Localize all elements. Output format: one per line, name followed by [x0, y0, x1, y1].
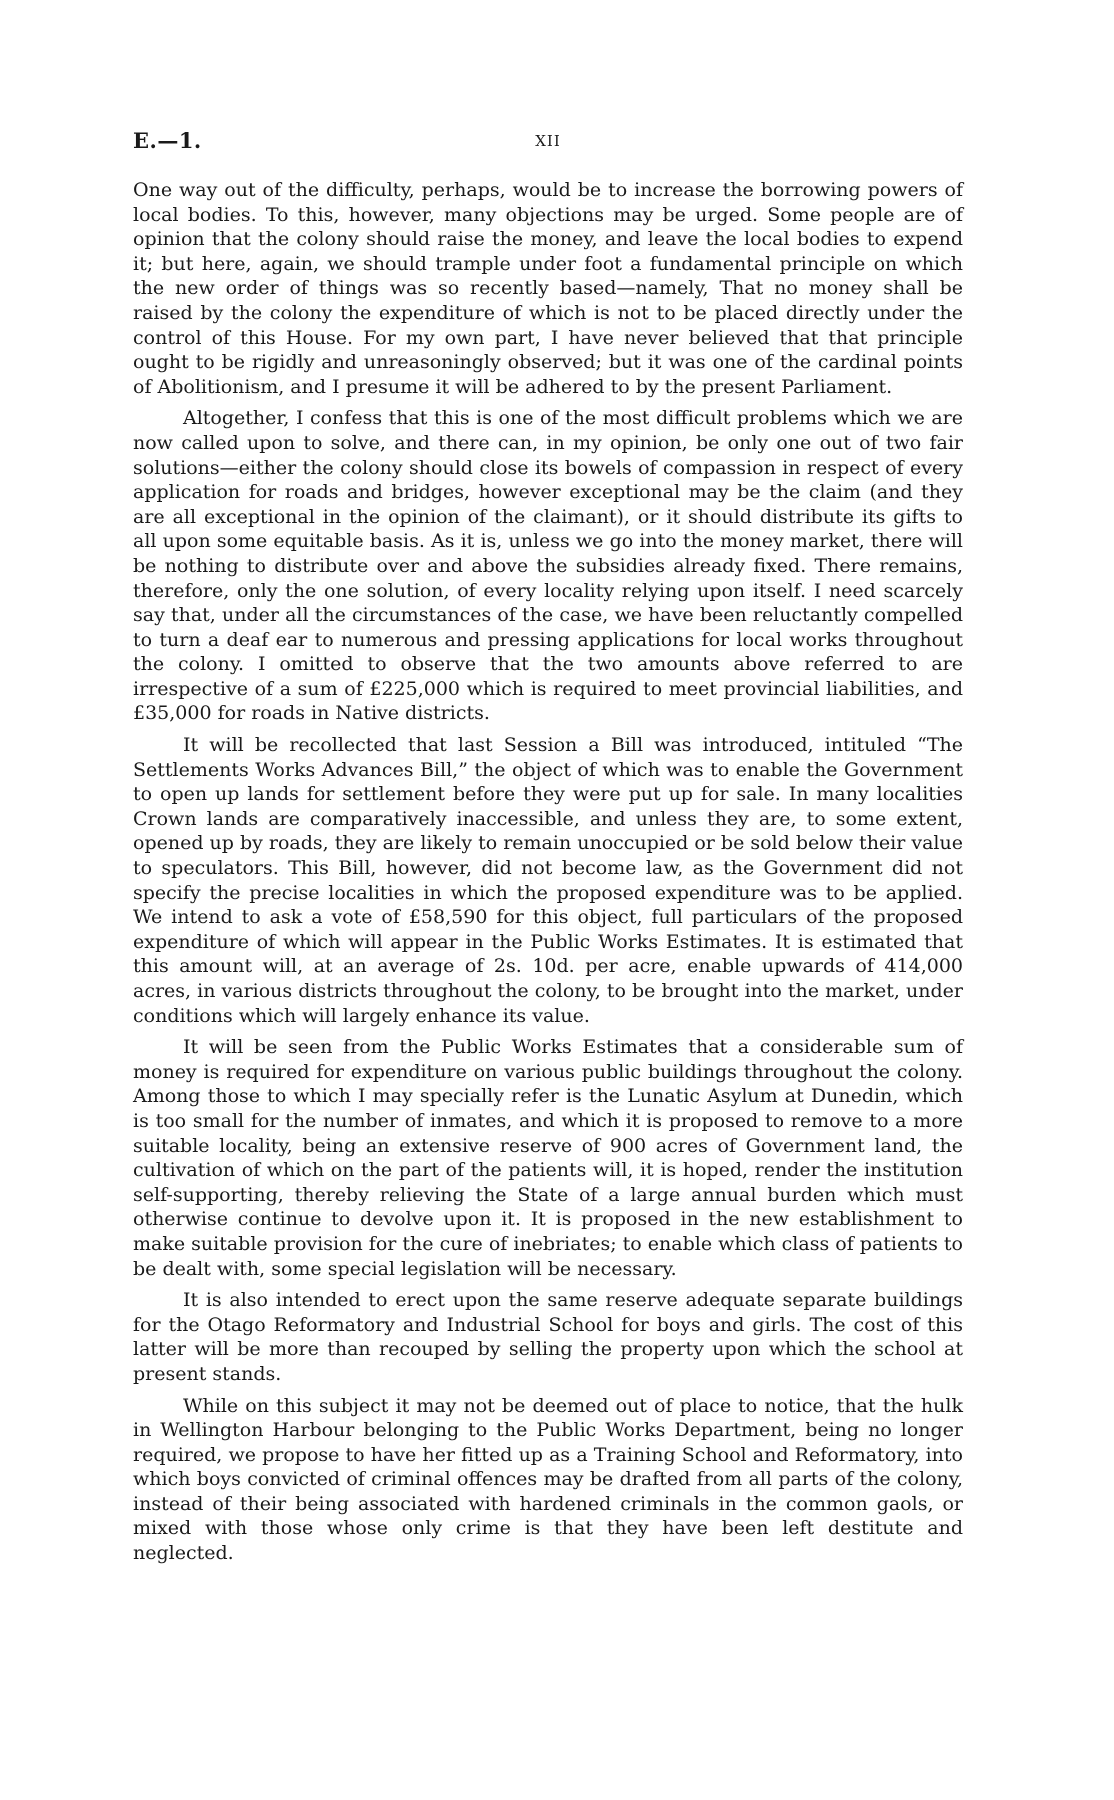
- page-header: [133, 128, 963, 158]
- paragraph-settlements-works-bill: It will be recollected that last Session a Bill was introduced, intituled “The Settlements Works Advances Bill,” the object of which was to enable the Government to open up lands for settlement before they were put up for sale. In many localities Crown lands are comparatively inaccessible, and unless they are, to some extent, opened up by roads, they are likely to remain unoccupied or be sold below their value to speculators. This Bill, however, did not become law, as the Government did not specify the precise localities in which the proposed expenditure was to be applied. We intend to ask a vote of £58,590 for this object, full particulars of the proposed expenditure of which will appear in the Public Works Estimates. It is estimated that this amount will, at an average of 2s. 10d. per acre, enable upwards of 414,000 acres, in various districts throughout the colony, to be brought into the market, under conditions which will largely enhance its value.: [133, 734, 963, 1027]
- paragraph-otago-reformatory: It is also intended to erect upon the same reserve adequate separate buildings for the Otago Reformatory and Industrial School for boys and girls. The cost of this latter will be more than recouped by selling the property upon which the school at present stands.: [133, 1289, 963, 1385]
- paragraph-difficult-problems: Altogether, I confess that this is one of the most difficult problems which we are now called upon to solve, and there can, in my opinion, be only one out of two fair solutions—either the colony should close its bowels of compassion in respect of every application for roads and bridges, however exceptional may be the claim (and they are all exceptional in the opinion of the claimant), or it should distribute its gifts to all upon some equitable basis. As it is, unless we go into the money market, there will be nothing to distribute over and above the subsidies already fixed. There remains, therefore, only the one solution, of every locality relying upon itself. I need scarcely say that, under all the circumstances of the case, we have been reluctantly compelled to turn a deaf ear to numerous and pressing applications for local works throughout the colony. I omitted to observe that the two amounts above referred to are irrespective of a sum of £225,000 which is required to meet provincial liabilities, and £35,000 for roads in Native districts.: [133, 407, 963, 725]
- document-body: [133, 178, 963, 1573]
- paragraph-borrowing-powers: One way out of the difficulty, perhaps, would be to increase the borrowing powers of local bodies. To this, however, many objections may be urged. Some people are of opinion that the colony should raise the money, and leave the local bodies to expend it; but here, again, we should trample under foot a fundamental principle on which the new order of things was so recently based—namely, That no money shall be raised by the colony the expenditure of which is not to be placed directly under the control of this House. For my own part, I have never believed that that principle ought to be rigidly and unreasoningly observed; but it was one of the cardinal points of Abolitionism, and I presume it will be adhered to by the present Parliament.: [133, 179, 963, 398]
- paragraph-public-buildings: It will be seen from the Public Works Estimates that a considerable sum of money is required for expenditure on various public buildings throughout the colony. Among those to which I may specially refer is the Lunatic Asylum at Dunedin, which is too small for the number of inmates, and which it is proposed to remove to a more suitable locality, being an extensive reserve of 900 acres of Government land, the cultivation of which on the part of the patients will, it is hoped, render the institution self-supporting, thereby relieving the State of a large annual burden which must otherwise continue to devolve upon it. It is proposed in the new establishment to make suitable provision for the cure of inebriates; to enable which class of patients to be dealt with, some special legislation will be necessary.: [133, 1036, 963, 1280]
- page-number: XII: [535, 132, 561, 150]
- document-reference: E.—1.: [133, 128, 202, 153]
- paragraph-training-school-hulk: While on this subject it may not be deemed out of place to notice, that the hulk in Wellington Harbour belonging to the Public Works Department, being no longer required, we propose to have her fitted up as a Training School and Reformatory, into which boys convicted of criminal offences may be drafted from all parts of the colony, instead of their being associated with hardened criminals in the common gaols, or mixed with those whose only crime is that they have been left destitute and neglected.: [133, 1394, 963, 1565]
